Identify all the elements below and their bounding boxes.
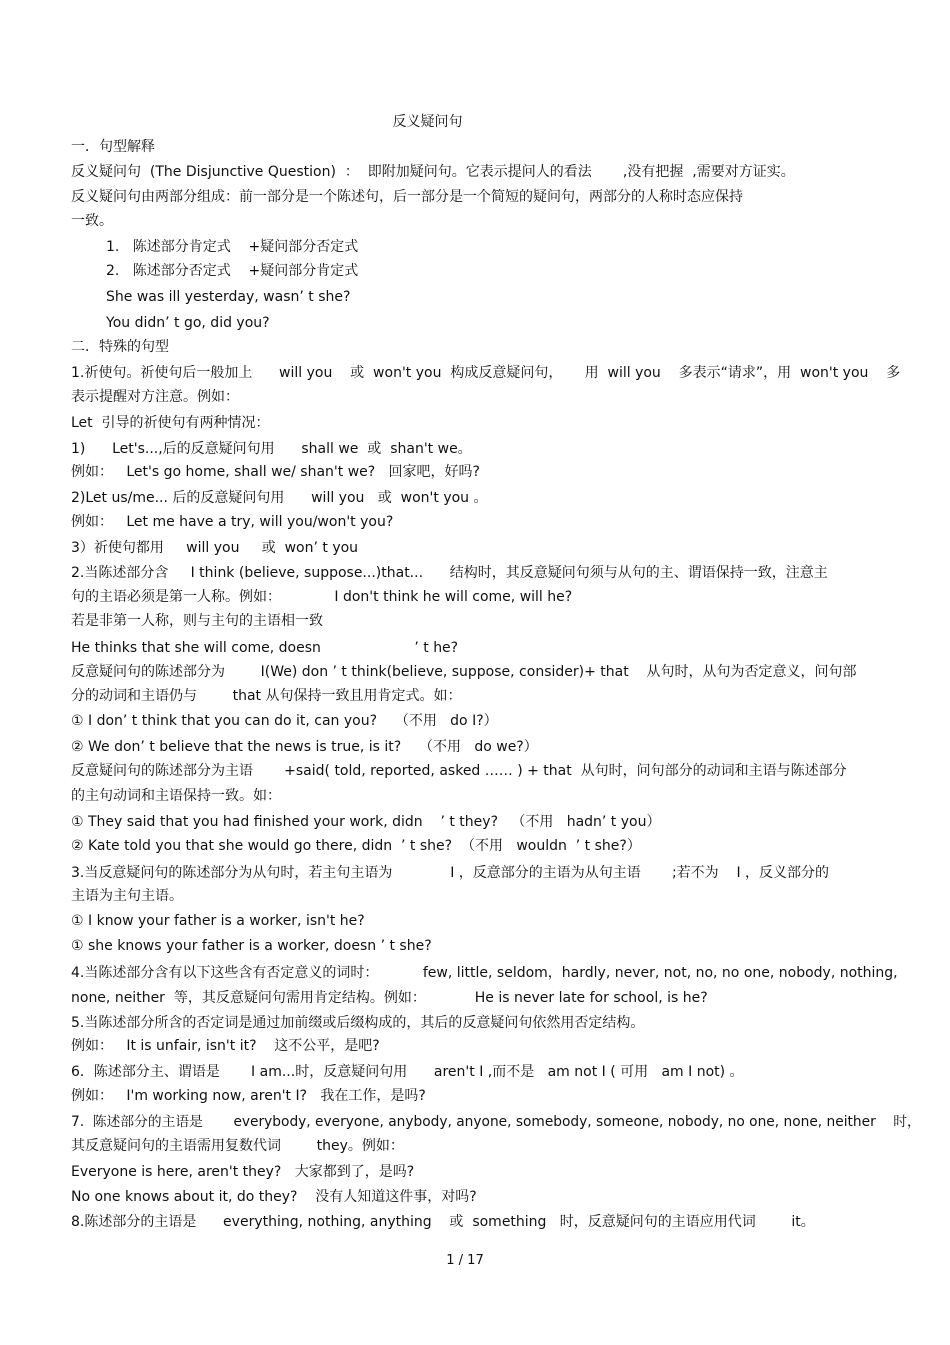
text-line: 的主句动词和主语保持一致。如： (71, 788, 281, 804)
example-line: ① she knows your father is a worker, doesn ’ t she? (71, 938, 432, 954)
text-line: 1) Let's...,后的反意疑问句用 shall we 或 shan't we。 (71, 441, 472, 457)
text-line: 反义疑问句由两部分组成：前一部分是一个陈述句，后一部分是一个简短的疑问句，两部分的人称时态应保持 (71, 189, 743, 205)
example-line: ② Kate told you that she would go there, didn ’ t she? （不用 wouldn ’ t she?） (71, 838, 641, 854)
text-line: 表示提醒对方注意。例如： (71, 389, 239, 405)
example-line: Everyone is here, aren't they? 大家都到了，是吗? (71, 1164, 415, 1180)
text-line: 4.当陈述部分含有以下这些含有否定意义的词时： few, little, seldom，hardly, never, not, no, no one, nobody, nothing, (71, 965, 898, 981)
example-line: No one knows about it, do they? 没有人知道这件事，对吗? (71, 1189, 477, 1205)
example-line: You didn’ t go, did you? (106, 315, 270, 331)
page-number: 1 / 17 (446, 1253, 484, 1268)
text-line: 反意疑问句的陈述部分为 I(We) don ’ t think(believe, suppose, consider)+ that 从句时，从句为否定意义，问句部 (71, 664, 857, 680)
example-line: ① They said that you had finished your work, didn ’ t they? （不用 hadn’ t you） (71, 814, 661, 830)
example-line: ① I don’ t think that you can do it, can you? （不用 do I?） (71, 713, 498, 729)
example-line: 例如： I'm working now, aren't I? 我在工作，是吗? (71, 1088, 426, 1104)
text-line: 3.当反意疑问句的陈述部分为从句时，若主句主语为 I ，反意部分的主语为从句主语 ;若不为 I ，反义部分的 (71, 865, 830, 881)
text-line: 分的动词和主语仍与 that 从句保持一致且用肯定式。如： (71, 688, 462, 704)
example-line: 例如： Let's go home, shall we/ shan't we? 回家吧，好吗? (71, 464, 480, 480)
text-line: none, neither 等，其反意疑问句需用肯定结构。例如： He is never late for school, is he? (71, 990, 708, 1006)
text-line: 其反意疑问句的主语需用复数代词 they。例如： (71, 1138, 404, 1154)
text-line: Let 引导的祈使句有两种情况： (71, 415, 270, 431)
text-line: 反义疑问句 (The Disjunctive Question) ： 即附加疑问句。它表示提问人的看法 ,没有把握 ,需要对方证实。 (71, 164, 795, 180)
section-heading: 二．特殊的句型 (71, 339, 169, 355)
example-line: 例如： It is unfair, isn't it? 这不公平，是吧? (71, 1038, 380, 1054)
example-line: ① I know your father is a worker, isn't he? (71, 913, 365, 929)
text-line: 2.当陈述部分含 I think (believe, suppose...)that... 结构时，其反意疑问句须与从句的主、谓语保持一致，注意主 (71, 565, 828, 581)
text-line: 一致。 (71, 213, 113, 229)
example-line: 例如： Let me have a try, will you/won't you? (71, 514, 394, 530)
text-line: 主语为主句主语。 (71, 888, 183, 904)
section-heading: 一．句型解释 (71, 139, 155, 155)
page-title: 反义疑问句 (392, 114, 463, 130)
text-line: 反意疑问句的陈述部分为主语 +said( told, reported, asked …… ) + that 从句时，问句部分的动词和主语与陈述部分 (71, 763, 847, 779)
text-line: 7. 陈述部分的主语是 everybody, everyone, anybody, anyone, somebody, someone, nobody, no one, none, neither 时， (71, 1114, 921, 1130)
text-line: 2)Let us/me... 后的反意疑问句用 will you 或 won't you 。 (71, 490, 488, 506)
text-line: 6．陈述部分主、谓语是 I am...时，反意疑问句用 aren't I ,而不是 am not I ( 可用 am I not) 。 (71, 1064, 744, 1080)
text-line: 句的主语必须是第一人称。例如： I don't think he will come, will he? (71, 589, 573, 605)
example-line: She was ill yesterday, wasn’ t she? (106, 289, 351, 305)
list-item: 1. 陈述部分肯定式 +疑问部分否定式 (106, 239, 359, 255)
list-item: 2. 陈述部分否定式 +疑问部分肯定式 (106, 263, 359, 279)
text-line: 若是非第一人称，则与主句的主语相一致 (71, 613, 323, 629)
text-line: 1.祈使句。祈使句后一般加上 will you 或 won't you 构成反意疑问句， 用 will you 多表示“请求”，用 won't you 多 (71, 365, 901, 381)
text-line: 8.陈述部分的主语是 everything, nothing, anything 或 something 时，反意疑问句的主语应用代词 it。 (71, 1214, 815, 1230)
example-line: ② We don’ t believe that the news is true, is it? （不用 do we?） (71, 739, 538, 755)
text-line: 3）祈使句都用 will you 或 won’ t you (71, 540, 359, 556)
example-line: He thinks that she will come, doesn ’ t he? (71, 640, 459, 656)
text-line: 5.当陈述部分所含的否定词是通过加前缀或后缀构成的，其后的反意疑问句依然用否定结构。 (71, 1015, 645, 1031)
